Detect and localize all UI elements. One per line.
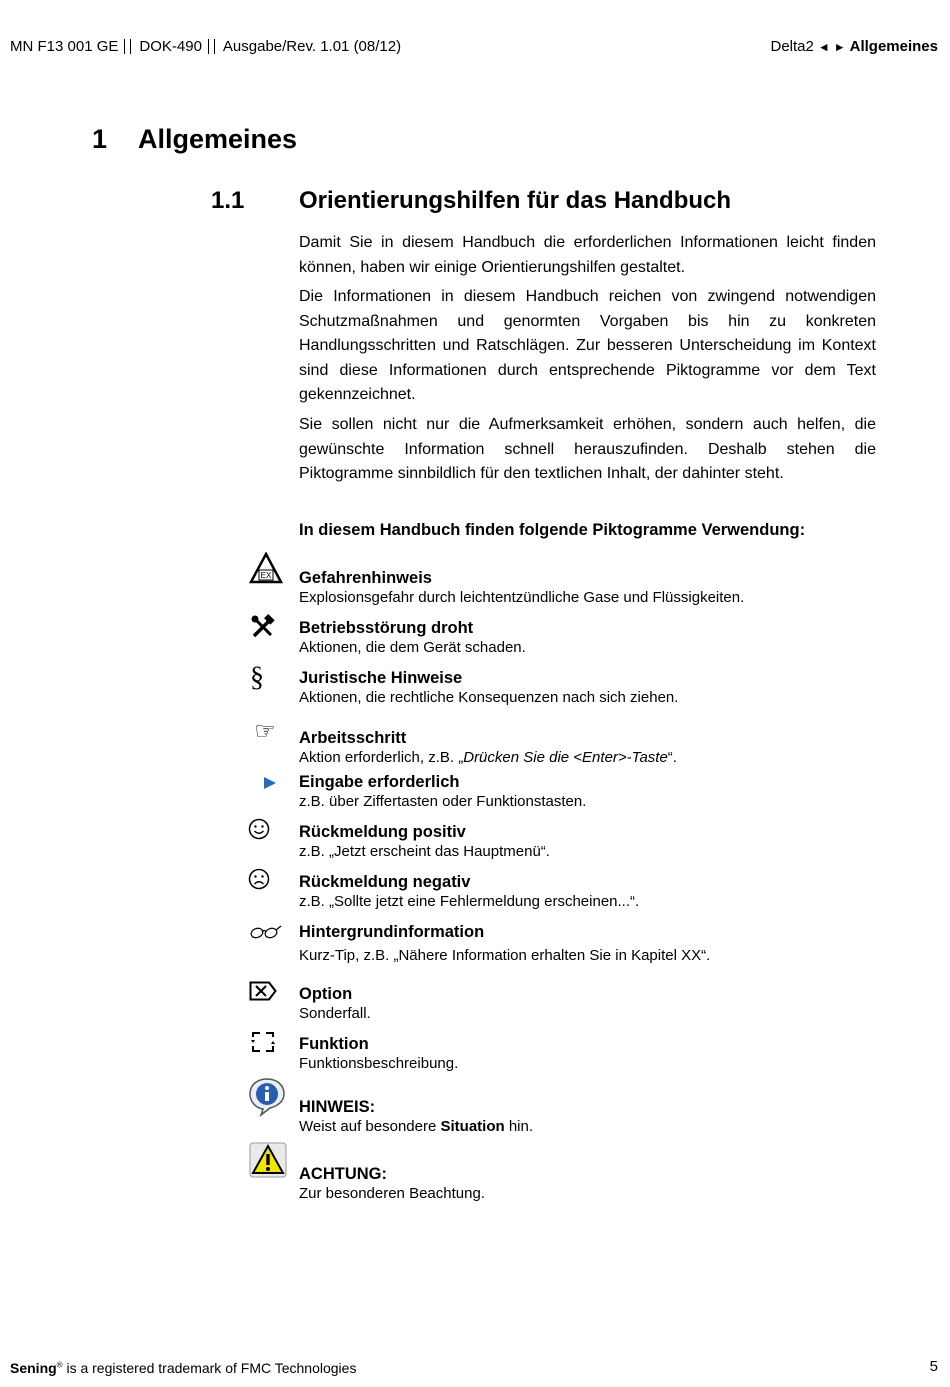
list-item: [299, 822, 899, 862]
pictogram-desc: z.B. „Jetzt erscheint das Hauptmenü“.: [299, 843, 550, 860]
paragraph-icon: §: [250, 662, 264, 693]
separator: [124, 39, 131, 54]
pictogram-desc: Zur besonderen Beachtung.: [299, 1185, 485, 1202]
revision: Ausgabe/Rev. 1.01 (08/12): [222, 38, 402, 55]
list-item: [299, 568, 899, 608]
function-icon: [250, 1031, 276, 1053]
pictogram-desc: Aktionen, die dem Gerät schaden.: [299, 639, 526, 656]
list-item: [299, 618, 899, 658]
ex-warning-icon: [249, 552, 283, 584]
pictogram-title: Option: [299, 985, 353, 1003]
section-name: Allgemeines: [849, 38, 938, 55]
pictogram-desc: Aktion erforderlich, z.B. „Drücken Sie die <Enter>-Taste“.: [299, 749, 677, 766]
pictogram-title: Arbeitsschritt: [299, 729, 407, 747]
product-name: Delta2: [770, 38, 814, 55]
registered-mark: ®: [56, 1360, 63, 1370]
dok-number: DOK-490: [139, 38, 202, 55]
list-item: [299, 668, 899, 708]
header-doc-info: [10, 38, 401, 55]
list-item: [299, 1034, 899, 1074]
pictogram-desc: Explosionsgefahr durch leichtentzündliche Gase und Flüssigkeiten.: [299, 589, 745, 606]
tools-icon: [250, 614, 276, 640]
option-icon: [249, 981, 277, 1001]
nav-right-icon[interactable]: ►: [833, 39, 846, 54]
paragraph: Sie sollen nicht nur die Aufmerksamkeit erhöhen, sondern auch helfen, die gewünschte Information schnell herauszufinden. Deshalb stehen die Piktogramme sinnbildlich für den textlichen Inhalt, der dahinter steht.: [299, 416, 876, 482]
pictogram-desc: Weist auf besondere Situation hin.: [299, 1118, 534, 1135]
section-title: Orientierungshilfen für das Handbuch: [299, 187, 732, 214]
doc-id: MN F13 001 GE: [10, 38, 119, 55]
triangle-right-icon: [262, 775, 278, 791]
pictogram-desc: Funktionsbeschreibung.: [299, 1055, 459, 1072]
list-item: [299, 1097, 899, 1137]
pictogram-desc: Aktionen, die rechtliche Konsequenzen nach sich ziehen.: [299, 689, 679, 706]
list-item: [299, 872, 899, 912]
pictogram-title: Funktion: [299, 1035, 369, 1053]
pictogram-title: Eingabe erforderlich: [299, 773, 460, 791]
section-number: 1.1: [211, 187, 245, 214]
pictogram-title: Betriebsstörung droht: [299, 619, 474, 637]
brand-name: Sening: [10, 1360, 57, 1376]
list-item: [299, 984, 899, 1024]
chapter-heading: [92, 124, 297, 155]
pictogram-title: Hintergrundinformation: [299, 923, 485, 941]
pictogram-title: Juristische Hinweise: [299, 669, 463, 687]
paragraph: Damit Sie in diesem Handbuch die erforderlichen Informationen leicht finden können, haben wir einige Orientierungshilfen gestaltet.: [299, 234, 876, 276]
caution-icon: [249, 1142, 287, 1178]
pictogram-desc: Kurz-Tip, z.B. „Nähere Information erhalten Sie in Kapitel XX“.: [299, 947, 711, 964]
pictogram-title: ACHTUNG:: [299, 1165, 387, 1183]
pictogram-desc: Sonderfall.: [299, 1005, 371, 1022]
svg-text:EX: EX: [260, 571, 272, 580]
pictogram-title: Rückmeldung positiv: [299, 823, 466, 841]
pictogram-title: HINWEIS:: [299, 1098, 376, 1116]
pictogram-title: Rückmeldung negativ: [299, 873, 471, 891]
info-icon: [248, 1077, 286, 1117]
list-item: [299, 922, 899, 966]
smiley-icon: [248, 818, 270, 840]
list-item: [299, 728, 899, 768]
paragraph: Die Informationen in diesem Handbuch reichen von zwingend notwendigen Schutzmaßnahmen und genormten Vorgaben bis hin zu konkreten Handlungsschritten und Ratschlägen. Zur besseren Unterscheidung im Kontext sind diese Informationen durch entsprechende Piktogramme vor dem Text gekennzeichnet.: [299, 288, 876, 403]
section-heading: [211, 187, 731, 215]
frown-icon: [248, 868, 270, 890]
pictogram-intro: In diesem Handbuch finden folgende Piktogramme Verwendung:: [299, 521, 806, 539]
pictogram-title: Gefahrenhinweis: [299, 569, 432, 587]
pointing-hand-icon: ☞: [254, 717, 276, 745]
page-number: 5: [929, 1358, 938, 1375]
glasses-icon: [248, 922, 282, 940]
header-breadcrumb: [770, 38, 938, 55]
list-item: [299, 1164, 899, 1204]
chapter-number: 1: [92, 124, 108, 154]
chapter-title: Allgemeines: [138, 124, 298, 154]
separator: [208, 39, 215, 54]
list-item: [299, 772, 899, 812]
nav-left-icon[interactable]: ◄: [817, 39, 830, 54]
pictogram-desc: z.B. „Sollte jetzt eine Fehlermeldung erscheinen...“.: [299, 893, 640, 910]
pictogram-desc: z.B. über Ziffertasten oder Funktionstasten.: [299, 793, 587, 810]
footer-trademark: [10, 1360, 356, 1376]
trademark-text: is a registered trademark of FMC Technologies: [62, 1360, 357, 1376]
